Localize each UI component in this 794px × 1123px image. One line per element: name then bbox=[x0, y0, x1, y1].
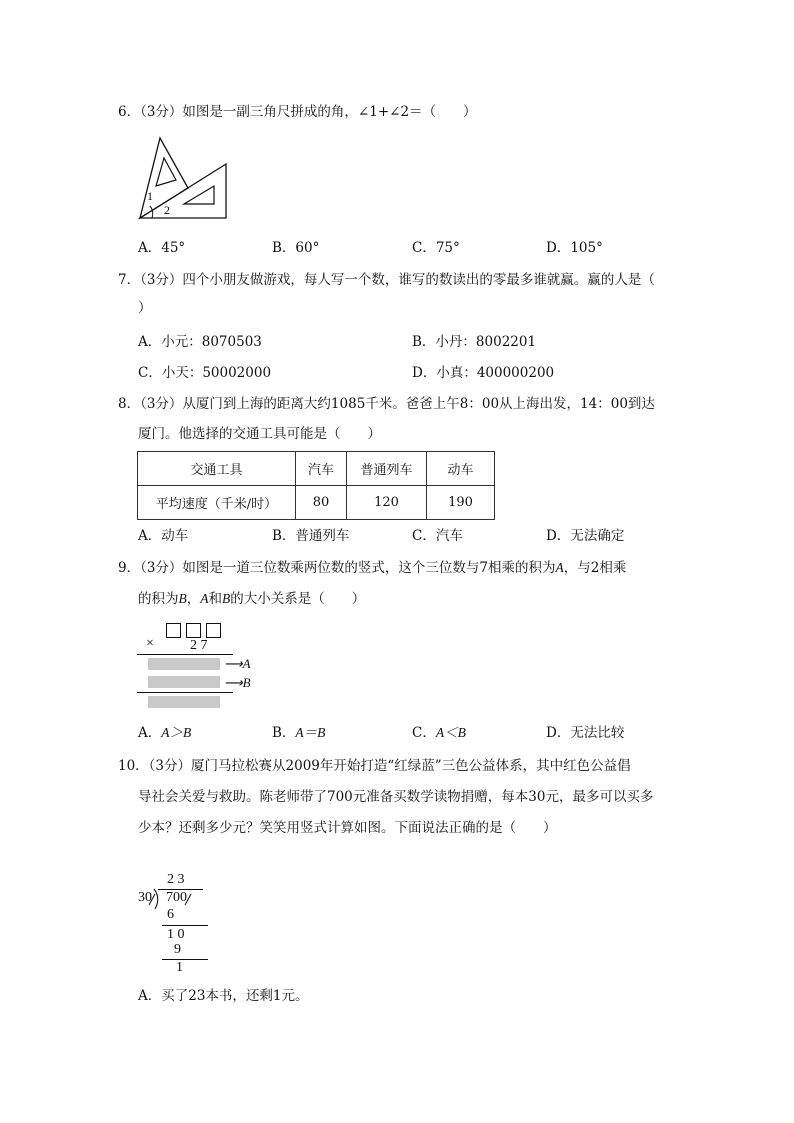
table-cell: 190 bbox=[427, 486, 495, 520]
q8-option-c[interactable]: C．汽车 bbox=[412, 528, 463, 544]
multiplier-digits: 2 7 bbox=[190, 638, 208, 653]
q8-stem-line1: 8．（3分）从厦门到上海的距离大约1085千米。爸爸上午8：00从上海出发，14：00到达 bbox=[118, 396, 655, 412]
table-header-cell: 普通列车 bbox=[347, 452, 427, 486]
q9-var-a: A bbox=[200, 591, 209, 606]
q9-option-b[interactable]: B．A＝B bbox=[272, 725, 326, 741]
times-sign: × bbox=[146, 636, 154, 651]
arrow-b: ⟶B bbox=[224, 675, 251, 690]
q8-option-d[interactable]: D．无法确定 bbox=[546, 528, 625, 544]
dividend: 700 bbox=[166, 890, 187, 905]
table-header-cell: 交通工具 bbox=[138, 452, 296, 486]
q10-stem-line1: 10．（3分）厦门马拉松赛从2009年开始打造“红绿蓝”三色公益体系，其中红色公益倡 bbox=[118, 758, 631, 774]
quotient: 2 3 bbox=[167, 872, 185, 887]
q7-option-a[interactable]: A．小元：8070503 bbox=[138, 334, 262, 350]
q7-option-d[interactable]: D．小真：400000200 bbox=[412, 365, 555, 381]
q9-var-a: A bbox=[555, 560, 564, 575]
q9-stem-text: 9．（3分）如图是一道三位数乘两位数的竖式，这个三位数与7相乘的积为 bbox=[118, 560, 556, 576]
cross-out-marks bbox=[145, 893, 195, 907]
division-remainder: 1 bbox=[176, 960, 183, 975]
q9-stem-line2 bbox=[138, 589, 365, 609]
step-line-2 bbox=[162, 959, 208, 960]
q9-option-d[interactable]: D．无法比较 bbox=[546, 725, 625, 741]
division-step-3: 9 bbox=[174, 942, 181, 957]
q9-stem-text: 的大小关系是（ ） bbox=[230, 591, 366, 607]
product-line bbox=[137, 654, 233, 655]
q9-stem-text: 和 bbox=[208, 591, 222, 607]
q9-var-b: B bbox=[222, 591, 231, 606]
partial-product-a bbox=[148, 658, 220, 670]
arrow-a: ⟶A bbox=[224, 656, 251, 671]
table-row bbox=[138, 452, 495, 486]
division-step-2: 1 0 bbox=[167, 927, 185, 942]
q9-stem-line1 bbox=[118, 558, 626, 578]
q6-option-c[interactable]: C．75° bbox=[412, 240, 460, 256]
division-step-1: 6 bbox=[167, 907, 174, 922]
table-header-cell: 动车 bbox=[427, 452, 495, 486]
divisor: 30 bbox=[138, 890, 152, 905]
q8-speed-table bbox=[137, 451, 495, 520]
q7-stem-line1: 7．（3分）四个小朋友做游戏，每人写一个数，谁写的数读出的零最多谁就赢。赢的人是（ bbox=[118, 272, 655, 288]
q9-option-c[interactable]: C．A＜B bbox=[412, 725, 466, 741]
q10-stem-line2: 导社会关爱与救助。陈老师带了700元准备买数学读物捐赠，每本30元，最多可以买多 bbox=[138, 789, 654, 805]
q7-stem-line2: ） bbox=[138, 300, 152, 316]
table-row bbox=[138, 486, 495, 520]
q6-triangle-figure bbox=[136, 134, 232, 222]
partial-product-b bbox=[148, 676, 220, 688]
q8-option-b[interactable]: B．普通列车 bbox=[272, 528, 350, 544]
q10-option-a[interactable]: A．买了23本书，还剩1元。 bbox=[138, 988, 309, 1004]
q6-option-d[interactable]: D．105° bbox=[546, 240, 603, 256]
q7-option-c[interactable]: C．小天：50002000 bbox=[138, 365, 272, 381]
table-cell: 120 bbox=[347, 486, 427, 520]
digit-box bbox=[166, 623, 181, 638]
table-cell: 80 bbox=[296, 486, 347, 520]
q7-option-b[interactable]: B．小丹：8002201 bbox=[412, 334, 537, 350]
q9-option-a[interactable]: A．A＞B bbox=[138, 725, 192, 741]
q10-stem-line3: 少本？还剩多少元？笑笑用竖式计算如图。下面说法正确的是（ ） bbox=[138, 820, 557, 836]
angle-2-label: 2 bbox=[164, 203, 170, 217]
q9-stem-text: 的积为 bbox=[138, 591, 179, 607]
digit-box bbox=[206, 623, 221, 638]
q8-option-a[interactable]: A．动车 bbox=[138, 528, 189, 544]
digit-box bbox=[186, 623, 201, 638]
table-cell: 平均速度（千米/时） bbox=[138, 486, 296, 520]
q9-var-b: B bbox=[178, 591, 187, 606]
q6-option-b[interactable]: B．60° bbox=[272, 240, 320, 256]
q6-option-a[interactable]: A．45° bbox=[138, 240, 186, 256]
q6-stem: 6．（3分）如图是一副三角尺拼成的角，∠1+∠2＝（ ） bbox=[118, 104, 477, 120]
q8-stem-line2: 厦门。他选择的交通工具可能是（ ） bbox=[138, 426, 381, 442]
q9-stem-text: ， bbox=[186, 591, 201, 607]
final-product bbox=[148, 696, 220, 708]
table-header-cell: 汽车 bbox=[296, 452, 347, 486]
step-line-1 bbox=[162, 925, 208, 926]
sum-line bbox=[137, 692, 233, 693]
q9-stem-text: ，与2相乘 bbox=[563, 560, 627, 576]
angle-1-label: 1 bbox=[147, 189, 153, 203]
